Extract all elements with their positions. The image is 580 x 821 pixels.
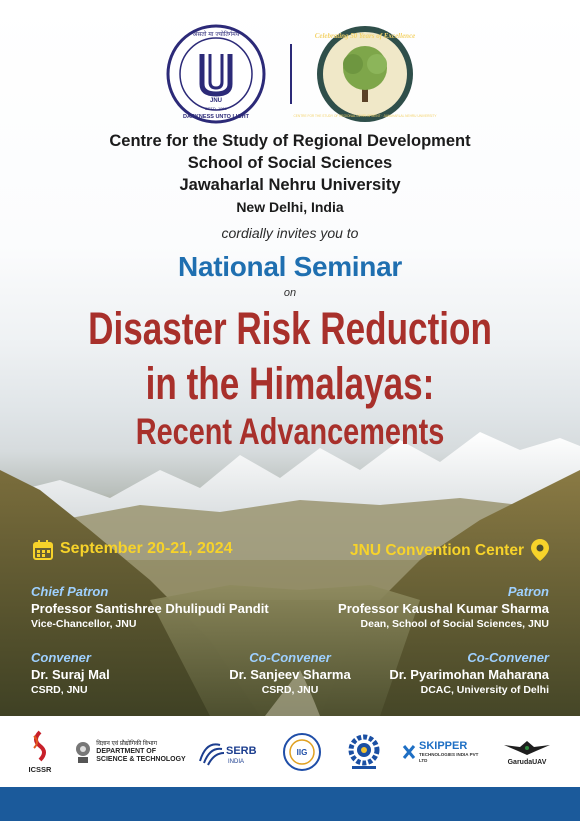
title-line-2: in the Himalayas: (145, 358, 435, 409)
convener-affiliation: CSRD, JNU (31, 684, 88, 696)
csrd-50-years-logo (293, 24, 437, 124)
skipper-mark-icon (402, 744, 416, 760)
co-convener-1-role: Co-Convener (249, 650, 331, 665)
dst-hindi-text: विज्ञान एवं प्रौद्योगिकी विभाग (96, 740, 157, 747)
dst-line-2: SCIENCE & TECHNOLOGY (96, 755, 186, 763)
skipper-sub-text: TECHNOLOGIES INDIA PVT LTD (419, 751, 479, 763)
drone-icon (502, 737, 552, 759)
co-convener-2-affiliation: DCAC, University of Delhi (420, 684, 549, 696)
title-line-1: Disaster Risk Reduction (88, 303, 492, 354)
serb-emblem-icon (196, 737, 266, 767)
logo-divider (290, 44, 292, 104)
jnu-logo (166, 24, 266, 124)
convener-name: Dr. Suraj Mal (31, 667, 110, 682)
location-pin-icon (531, 539, 549, 561)
chief-patron-name: Professor Santishree Dhulipudi Pandit (31, 601, 269, 616)
title-line-3: Recent Advancements (135, 411, 445, 452)
garuda-text: GarudaUAV (507, 759, 547, 766)
jnu-estd: ESTD. 1969 (205, 106, 227, 111)
csrd-ring-text: CENTRE FOR THE STUDY OF REGIONAL DEVELOPMENT · JAWAHARLAL NEHRU UNIVERSITY (293, 114, 437, 118)
co-convener-2-name: Dr. Pyarimohan Maharana (389, 667, 549, 682)
jnu-english-motto: DARKNESS UNTO LIGHT (183, 114, 249, 120)
serb-logo (196, 716, 266, 787)
event-venue: JNU Convention Center (350, 542, 524, 559)
jnu-hindi-motto: असतो मा ज्योतिर्गमय (192, 31, 240, 38)
icssr-text: ICSSR (28, 764, 52, 774)
patron-affiliation: Dean, School of Social Sciences, JNU (360, 618, 549, 630)
co-convener-2-role: Co-Convener (467, 650, 549, 665)
event-date: September 20-21, 2024 (60, 540, 233, 557)
chief-patron-role: Chief Patron (31, 584, 109, 599)
serb-text: SERB (226, 744, 257, 757)
csrd-celebration-text: Celebrating 50 Years of Excellence (314, 32, 416, 40)
jnu-monogram: JNU (209, 98, 223, 104)
header-school: School of Social Sciences (187, 154, 393, 172)
dst-logo (74, 716, 186, 787)
iig-emblem-icon (282, 732, 322, 772)
calendar-icon (33, 540, 53, 560)
co-convener-1-name: Dr. Sanjeev Sharma (229, 667, 351, 682)
dst-line-1: DEPARTMENT OF (96, 747, 157, 755)
sponsor-strip (0, 716, 580, 787)
header-university: Jawaharlal Nehru University (179, 176, 401, 194)
invite-line: cordially invites you to (221, 225, 359, 241)
national-emblem-icon (74, 739, 92, 765)
patron-role: Patron (507, 584, 549, 599)
skipper-logo (402, 716, 480, 787)
convener-role: Convener (31, 650, 91, 665)
patron-name: Professor Kaushal Kumar Sharma (338, 601, 549, 616)
icssr-logo (22, 716, 58, 787)
header-city: New Delhi, India (236, 199, 344, 215)
serb-sub-text: INDIA (228, 758, 245, 765)
header-centre: Centre for the Study of Regional Development (109, 132, 471, 150)
gear-emblem-icon (344, 732, 384, 772)
csir-logo (340, 716, 388, 787)
on-text: on (283, 287, 297, 299)
footer-bar (0, 787, 580, 821)
seminar-heading: National Seminar (178, 251, 402, 282)
garuda-uav-logo (494, 716, 560, 787)
chief-patron-affiliation: Vice-Chancellor, JNU (31, 618, 137, 630)
iig-logo (278, 716, 326, 787)
icssr-emblem-icon (28, 730, 52, 766)
iig-text: IIG (296, 747, 308, 757)
skipper-text: SKIPPER (419, 739, 468, 752)
co-convener-1-affiliation: CSRD, JNU (261, 684, 319, 696)
